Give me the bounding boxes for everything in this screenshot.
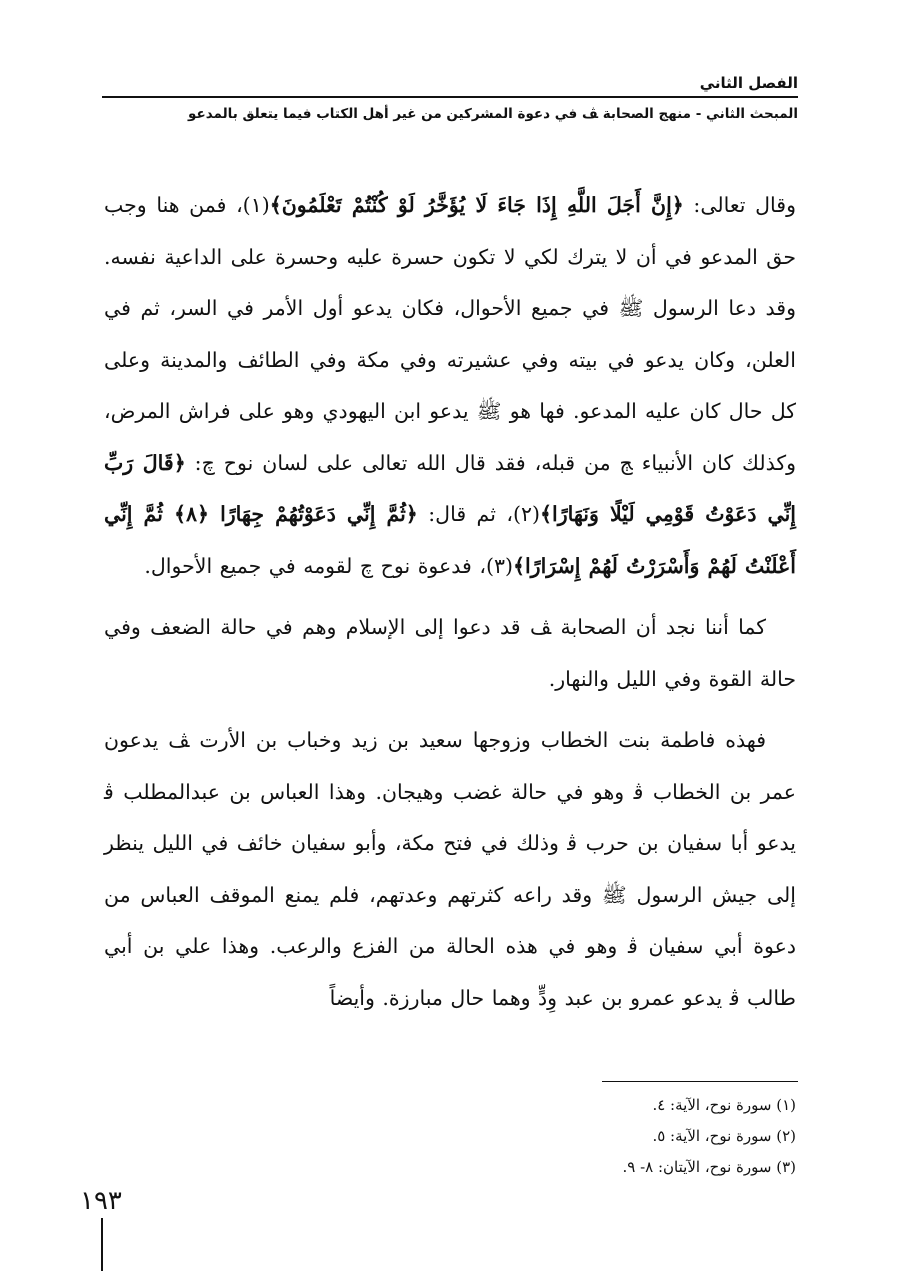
footnote-3: (٣) سورة نوح، الآيتان: ٨- ٩. — [622, 1158, 796, 1176]
footnote-rule — [602, 1081, 798, 1082]
margin-rule — [101, 1218, 103, 1271]
footnote-2: (٢) سورة نوح، الآية: ٥. — [652, 1127, 796, 1145]
footnote-1: (١) سورة نوح، الآية: ٤. — [652, 1096, 796, 1114]
paragraph-1-text-a: وقال تعالى: — [683, 193, 796, 217]
main-text — [104, 180, 796, 1024]
paragraph-1-text-b: (١)، فمن هنا وجب حق المدعو في أن لا يترك لكي لا تكون حسرة عليه وحسرة على الداعية نفسه. وقد دعا الرسول ﷺ في جميع الأحوال، فكان يدعو أول الأمر في السر، ثم في العلن، وكان يدعو في بيته وفي عشيرته وفي مكة وفي الطائف والمدينة وعلى كل حال كان عليه المدعو. فها هو ﷺ يدعو ابن اليهودي وهو على فراش المرض، وكذلك كان الأنبياء ﭳ من قبله، فقد قال الله تعالى على لسان نوح ﭺ: — [104, 193, 796, 475]
section-subtitle: المبحث الثاني - منهج الصحابة ﭫ في دعوة المشركين من غير أهل الكتاب فيما يتعلق بالمدعو — [188, 106, 798, 122]
chapter-title: الفصل الثاني — [699, 74, 798, 92]
header-rule — [102, 96, 798, 98]
paragraph-3 — [104, 715, 796, 1024]
paragraph-1 — [104, 180, 796, 592]
paragraph-2 — [104, 602, 796, 705]
paragraph-1-text-d: (٣)، فدعوة نوح ﭺ لقومه في جميع الأحوال. — [144, 553, 513, 578]
footnotes — [396, 1090, 796, 1183]
page-number: ١٩٣ — [80, 1186, 122, 1216]
paragraph-3-text: فهذه فاطمة بنت الخطاب وزوجها سعيد بن زيد وخباب بن الأرت ﭫ يدعون عمر بن الخطاب ﭬ وهو في حالة غضب وهيجان. وهذا العباس بن عبدالمطلب ﭬ يدعو أبا سفيان بن حرب ﭬ وذلك في فتح مكة، وأبو سفيان خائف في الليل ينظر إلى جيش الرسول ﷺ وقد راعه كثرتهم وعدتهم، فلم يمنع الموقف العباس من دعوة أبي سفيان ﭬ وهو في هذه الحالة من الفزع والرعب. وهذا علي بن أبي طالب ﭬ يدعو عمرو بن عبد وِدٍّ وهما حال مبارزة. وأيضاً — [104, 728, 796, 1010]
quran-verse-2: ﴿قَالَ رَبِّ إِنِّي دَعَوْتُ قَوْمِي لَيْلًا وَنَهَارًا﴾ — [104, 450, 797, 526]
paragraph-1-text-c: (٢)، ثم قال: — [417, 502, 540, 526]
quran-verse-1: ﴿إِنَّ أَجَلَ اللَّهِ إِذَا جَاءَ لَا يُؤَخَّرُ لَوْ كُنْتُمْ تَعْلَمُونَ﴾ — [269, 193, 684, 217]
quran-verse-3: ﴿ثُمَّ إِنِّي دَعَوْتُهُمْ جِهَارًا ﴿٨﴾ ثُمَّ إِنِّي أَعْلَنْتُ لَهُمْ وَأَسْرَرْتُ لَهُمْ إِسْرَارًا﴾ — [104, 502, 796, 578]
running-header — [102, 72, 798, 126]
paragraph-2-text: كما أننا نجد أن الصحابة ﭫ قد دعوا إلى الإسلام وهم في حالة الضعف وفي حالة القوة وفي الليل والنهار. — [104, 615, 796, 691]
